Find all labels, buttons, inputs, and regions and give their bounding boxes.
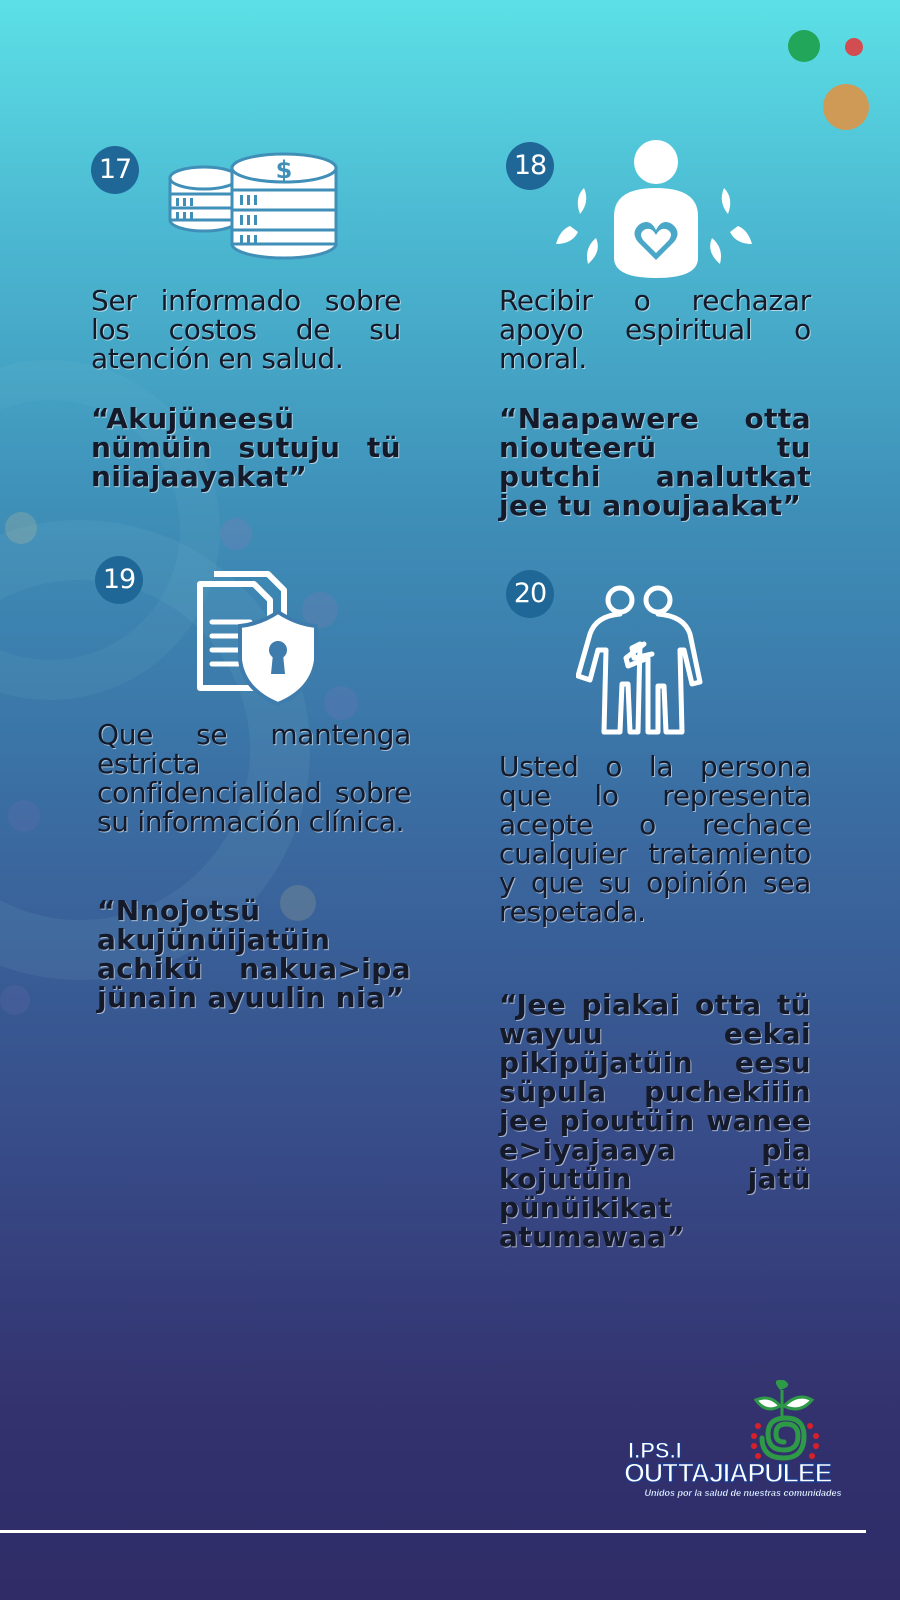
logo-name-text: OUTTAJIAPULEE [624,1458,832,1488]
sprout-spiral-icon [740,1380,840,1470]
item-wayuu-text: “Jee piakai otta tü wayuu eekai pikipüjatüin eesu süpula puchekiiin jee pioutüin wanee e>iyajaaya pia kojutüin jatü pünüikikat atumawaa” [499,988,811,1253]
documents-shield-lock-icon [186,570,322,710]
background-dot [220,518,252,550]
background-dot [324,686,358,720]
background-dot [8,800,40,832]
item-spanish-text: Recibir o rechazar apoyo espiritual o moral. [499,284,811,375]
coins-dollar-icon [168,146,338,262]
person-heart-icon [556,138,752,286]
item-spanish-text: Ser informado sobre los costos de su atención en salud. [91,284,401,375]
item-wayuu-text: “Nnojotsü akujünüijatüin achikü nakua>ipa jünain ayuulin nia” [97,894,411,1014]
svg-text:$: $ [275,156,293,184]
background-dot [0,985,30,1015]
outtajiapulee-logo [624,1380,858,1506]
green-dot [788,30,820,62]
item-wayuu-text: “Akujüneesü nümüin sutuju tü niiajaayakat” [91,402,401,493]
item-number-badge: 17 [91,146,139,194]
item-number-badge: 20 [506,570,554,618]
two-people-support-icon [576,584,708,736]
red-dot [845,38,863,56]
item-spanish-text: Que se mantenga estricta confidencialidad sobre su información clínica. [97,718,411,838]
item-number-badge: 19 [95,556,143,604]
background-dot [5,512,37,544]
item-spanish-text: Usted o la persona que lo representa acepte o rechace cualquier tratamiento y que su opinión sea respetada. [499,750,811,928]
logo-ipsi-text: I.PS.I [628,1438,682,1463]
logo-tagline-text: Unidos por la salud de nuestras comunidades [644,1488,842,1498]
bottom-divider [0,1530,866,1533]
orange-dot [823,84,869,130]
item-number-badge: 18 [506,142,554,190]
item-wayuu-text: “Naapawere otta niouteerü tu putchi analutkat jee tu anoujaakat” [499,402,811,522]
